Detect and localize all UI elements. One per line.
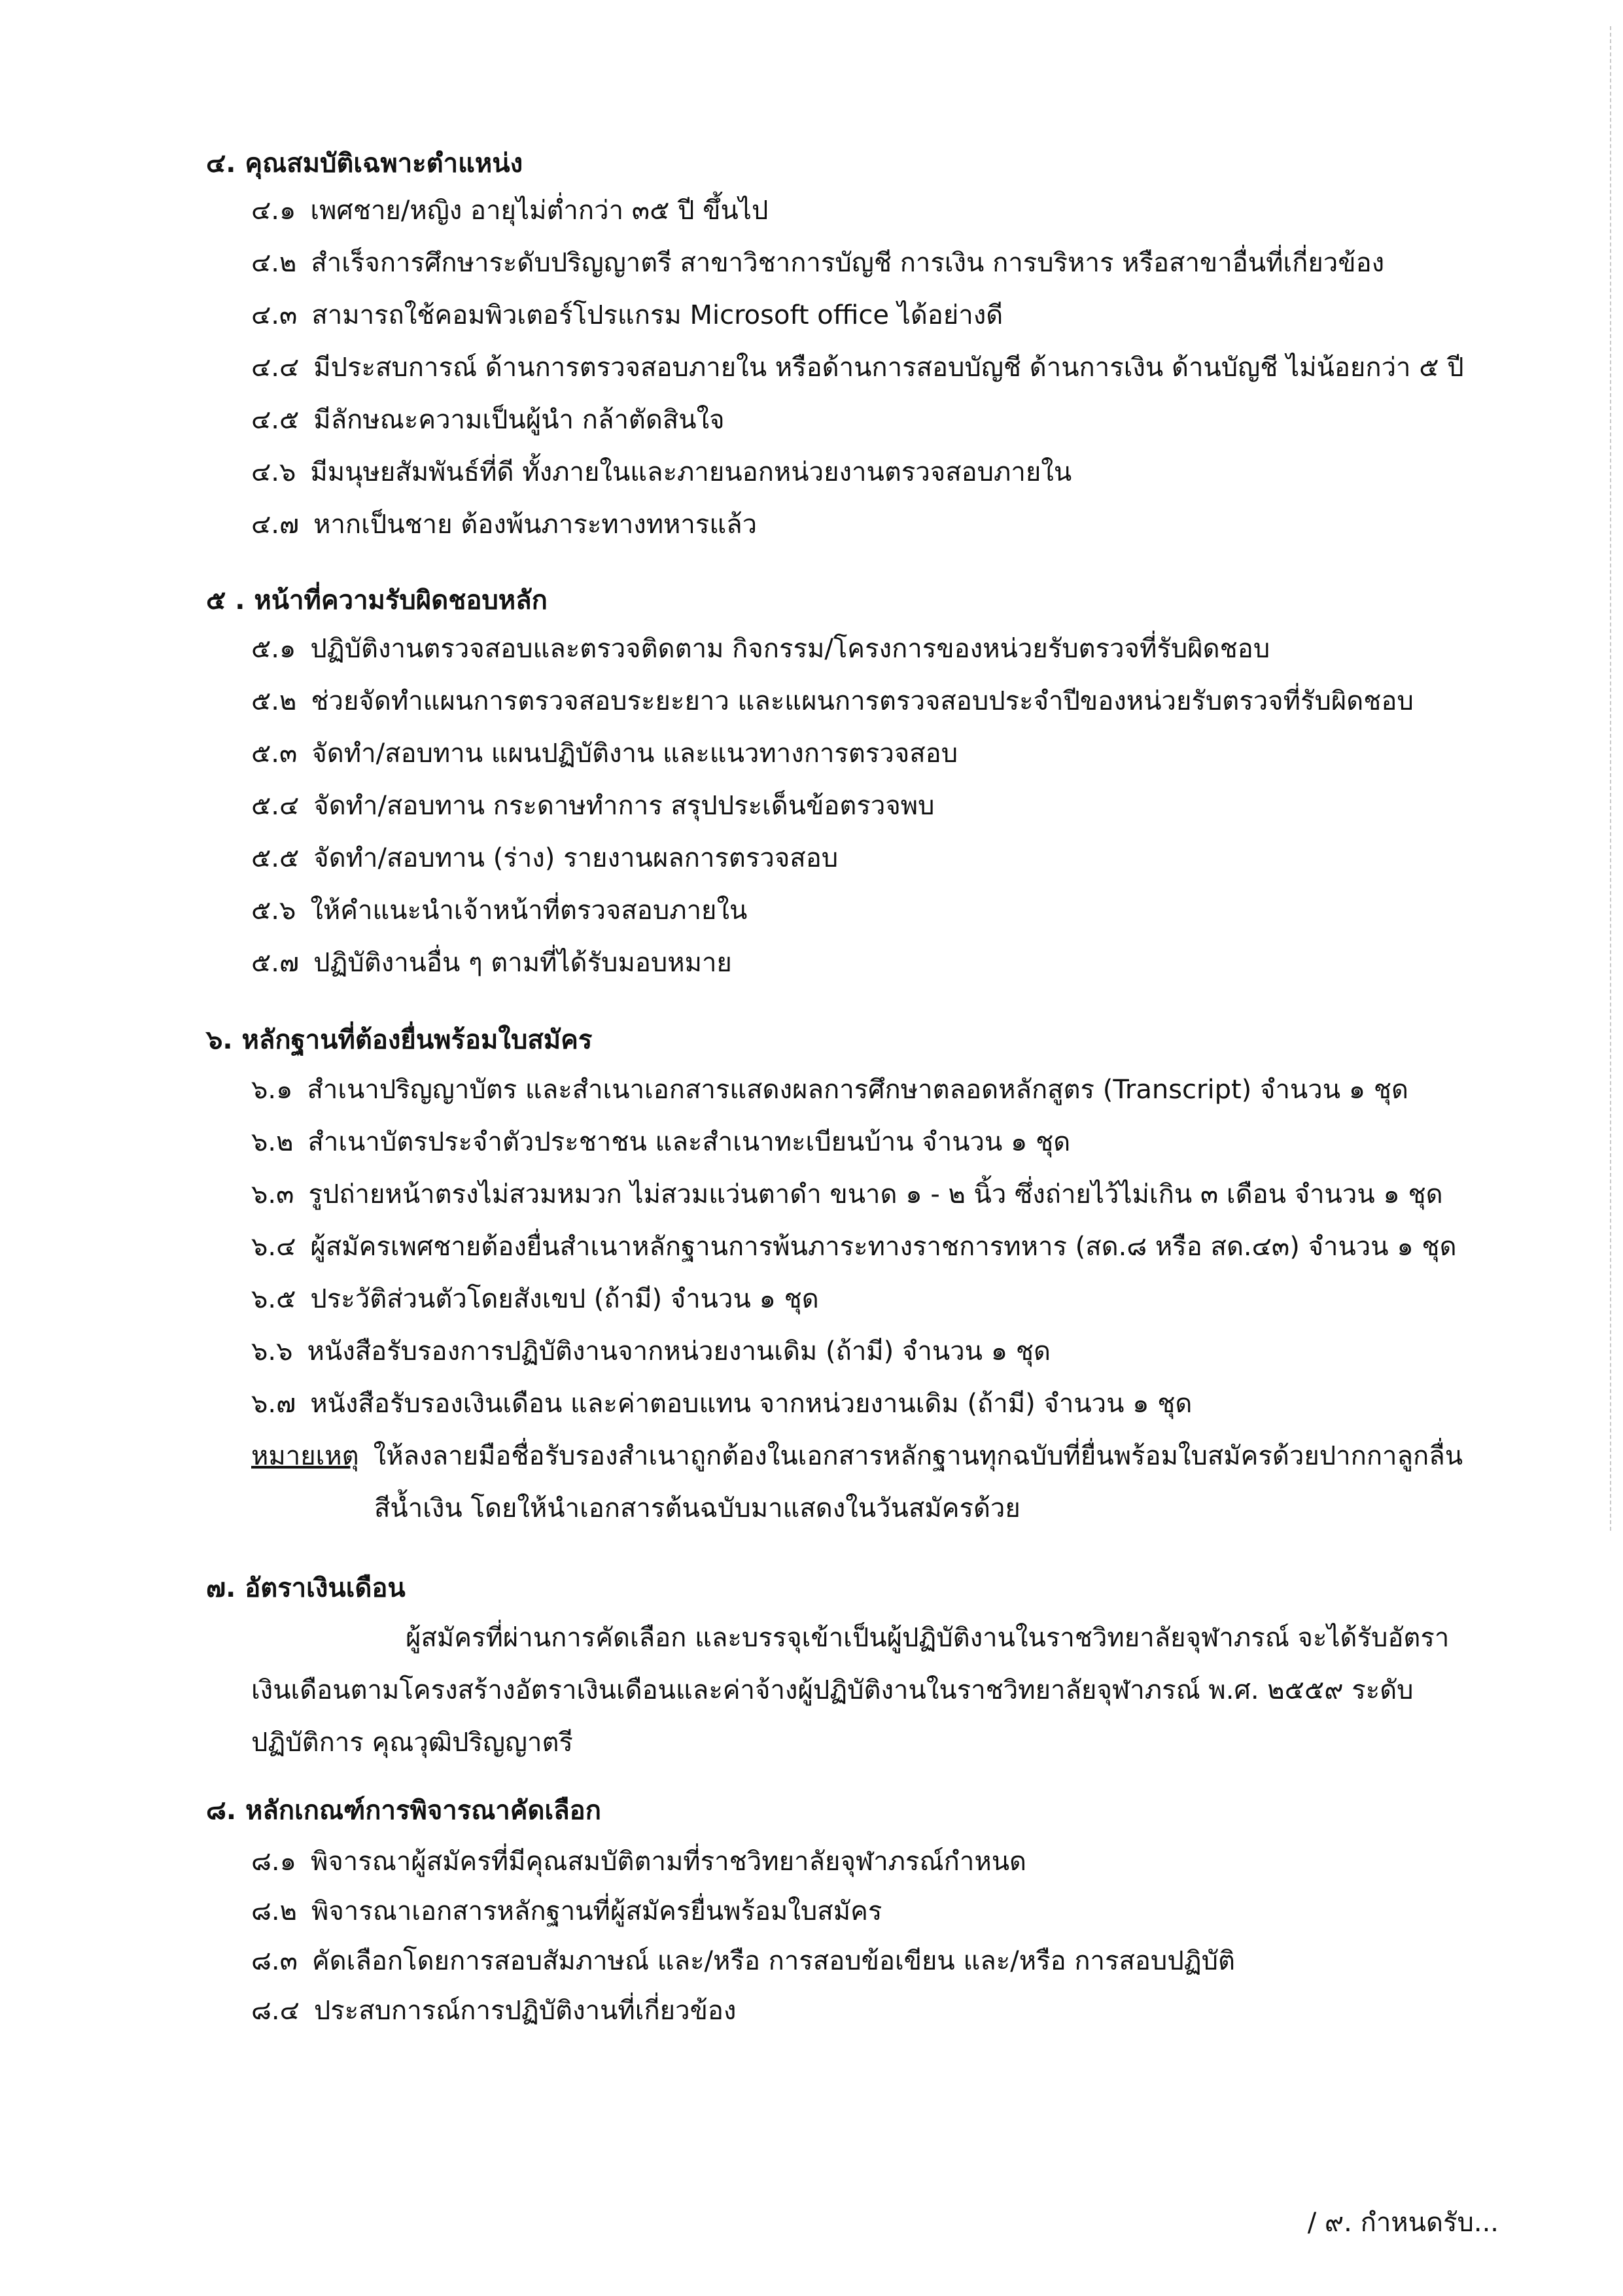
item-number: ๖.๖ bbox=[251, 1336, 293, 1366]
item-number: ๕.๒ bbox=[251, 686, 297, 716]
item-text: จัดทำ/สอบทาน (ร่าง) รายงานผลการตรวจสอบ bbox=[313, 843, 839, 873]
item-number: ๖.๕ bbox=[251, 1284, 296, 1314]
list-item bbox=[251, 1892, 882, 1931]
list-item bbox=[251, 943, 732, 983]
section-4-heading: ๔. คุณสมบัติเฉพาะตำแหน่ง bbox=[206, 148, 523, 179]
list-item bbox=[251, 505, 757, 544]
item-number: ๕.๑ bbox=[251, 634, 296, 664]
item-text: มีลักษณะความเป็นผู้นำ กล้าตัดสินใจ bbox=[313, 405, 725, 435]
item-text: หนังสือรับรองเงินเดือน และค่าตอบแทน จากหน่วยงานเดิม (ถ้ามี) จำนวน ๑ ชุด bbox=[310, 1389, 1193, 1419]
item-text: ปฏิบัติงานตรวจสอบและตรวจติดตาม กิจกรรม/โครงการของหน่วยรับตรวจที่รับผิดชอบ bbox=[310, 634, 1270, 664]
note-text-line-2: สีน้ำเงิน โดยให้นำเอกสารต้นฉบับมาแสดงในวันสมัครด้วย bbox=[374, 1493, 1021, 1523]
item-number: ๔.๕ bbox=[251, 405, 300, 435]
list-item bbox=[251, 1227, 1457, 1266]
item-number: ๖.๗ bbox=[251, 1389, 296, 1419]
list-item bbox=[251, 1070, 1408, 1109]
item-number: ๘.๓ bbox=[251, 1946, 298, 1976]
item-text: สำเร็จการศึกษาระดับปริญญาตรี สาขาวิชาการบัญชี การเงิน การบริหาร หรือสาขาอื่นที่เกี่ยวข้อง bbox=[311, 248, 1385, 278]
item-number: ๕.๗ bbox=[251, 948, 300, 978]
item-number: ๖.๑ bbox=[251, 1075, 293, 1105]
item-text: ประวัติส่วนตัวโดยสังเขป (ถ้ามี) จำนวน ๑ ชุด bbox=[310, 1284, 819, 1314]
item-number: ๘.๑ bbox=[251, 1847, 296, 1877]
item-text: พิจารณาผู้สมัครที่มีคุณสมบัติตามที่ราชวิทยาลัยจุฬาภรณ์กำหนด bbox=[310, 1847, 1027, 1877]
item-text: มีประสบการณ์ ด้านการตรวจสอบภายใน หรือด้านการสอบบัญชี ด้านการเงิน ด้านบัญชี ไม่น้อยกว่า ๕ ปี bbox=[313, 353, 1464, 383]
list-item bbox=[251, 891, 747, 930]
item-text: สามารถใช้คอมพิวเตอร์โปรแกรม Microsoft office ได้อย่างดี bbox=[311, 300, 1003, 330]
note-text-line-1: ให้ลงลายมือชื่อรับรองสำเนาถูกต้องในเอกสารหลักฐานทุกฉบับที่ยื่นพร้อมใบสมัครด้วยปากกาลูกลื่น bbox=[373, 1441, 1463, 1471]
scan-edge-line bbox=[1610, 26, 1611, 1531]
item-number: ๔.๑ bbox=[251, 196, 296, 226]
list-item bbox=[251, 629, 1270, 669]
salary-paragraph-line-2: เงินเดือนตามโครงสร้างอัตราเงินเดือนและค่าจ้างผู้ปฏิบัติงานในราชวิทยาลัยจุฬาภรณ์ พ.ศ. ๒๕๕๙ ระดับ bbox=[251, 1675, 1414, 1705]
item-number: ๕.๕ bbox=[251, 843, 300, 873]
list-item bbox=[251, 786, 935, 826]
salary-paragraph-line-1: ผู้สมัครที่ผ่านการคัดเลือก และบรรจุเข้าเป็นผู้ปฏิบัติงานในราชวิทยาลัยจุฬาภรณ์ จะได้รับอัตรา bbox=[406, 1623, 1450, 1653]
note-label: หมายเหตุ bbox=[251, 1441, 359, 1471]
item-number: ๘.๒ bbox=[251, 1896, 297, 1926]
section-5-heading: ๕ . หน้าที่ความรับผิดชอบหลัก bbox=[206, 585, 548, 616]
list-item bbox=[251, 400, 725, 440]
item-text: มีมนุษยสัมพันธ์ที่ดี ทั้งภายในและภายนอกหน่วยงานตรวจสอบภายใน bbox=[310, 457, 1072, 487]
item-text: ผู้สมัครเพศชายต้องยื่นสำเนาหลักฐานการพ้นภาระทางราชการทหาร (สด.๘ หรือ สด.๔๓) จำนวน ๑ ชุด bbox=[310, 1232, 1457, 1262]
item-number: ๖.๓ bbox=[251, 1179, 294, 1209]
list-item bbox=[251, 453, 1072, 492]
item-text: ปฏิบัติงานอื่น ๆ ตามที่ได้รับมอบหมาย bbox=[313, 948, 732, 978]
item-number: ๔.๖ bbox=[251, 457, 296, 487]
item-text: รูปถ่ายหน้าตรงไม่สวมหมวก ไม่สวมแว่นตาดำ ขนาด ๑ - ๒ นิ้ว ซึ่งถ่ายไว้ไม่เกิน ๓ เดือน จำนวน ๑ ชุด bbox=[308, 1179, 1443, 1209]
item-number: ๔.๒ bbox=[251, 248, 297, 278]
section-6-heading: ๖. หลักฐานที่ต้องยื่นพร้อมใบสมัคร bbox=[206, 1025, 593, 1055]
list-item bbox=[251, 296, 1003, 335]
list-item bbox=[251, 1384, 1192, 1423]
list-item bbox=[251, 839, 838, 878]
list-item bbox=[251, 1941, 1235, 1981]
item-number: ๔.๓ bbox=[251, 300, 298, 330]
list-item bbox=[251, 1279, 819, 1319]
list-item bbox=[251, 1122, 1070, 1162]
item-text: ให้คำแนะนำเจ้าหน้าที่ตรวจสอบภายใน bbox=[310, 896, 748, 926]
item-text: สำเนาปริญญาบัตร และสำเนาเอกสารแสดงผลการศึกษาตลอดหลักสูตร (Transcript) จำนวน ๑ ชุด bbox=[307, 1075, 1408, 1105]
list-item bbox=[251, 1842, 1026, 1881]
item-number: ๕.๓ bbox=[251, 739, 298, 769]
list-item bbox=[251, 1332, 1051, 1371]
item-number: ๖.๔ bbox=[251, 1232, 296, 1262]
item-text: ช่วยจัดทำแผนการตรวจสอบระยะยาว และแผนการตรวจสอบประจำปีของหน่วยรับตรวจที่รับผิดชอบ bbox=[311, 686, 1414, 716]
item-number: ๕.๖ bbox=[251, 896, 296, 926]
salary-paragraph-line-3: ปฏิบัติการ คุณวุฒิปริญญาตรี bbox=[251, 1728, 573, 1758]
item-number: ๖.๒ bbox=[251, 1127, 294, 1157]
list-item bbox=[251, 1175, 1443, 1214]
item-text: หนังสือรับรองการปฏิบัติงานจากหน่วยงานเดิม (ถ้ามี) จำนวน ๑ ชุด bbox=[307, 1336, 1051, 1366]
item-text: จัดทำ/สอบทาน แผนปฏิบัติงาน และแนวทางการตรวจสอบ bbox=[311, 739, 958, 769]
item-number: ๘.๔ bbox=[251, 1996, 300, 2026]
section-7-heading: ๗. อัตราเงินเดือน bbox=[206, 1573, 406, 1603]
item-text: พิจารณาเอกสารหลักฐานที่ผู้สมัครยื่นพร้อมใบสมัคร bbox=[311, 1896, 882, 1926]
list-item bbox=[251, 1991, 736, 2030]
list-item bbox=[251, 191, 768, 230]
list-item bbox=[251, 734, 958, 773]
list-item bbox=[251, 243, 1384, 283]
item-text: หากเป็นชาย ต้องพ้นภาระทางทหารแล้ว bbox=[313, 510, 758, 540]
item-number: ๔.๔ bbox=[251, 353, 300, 383]
list-item bbox=[251, 348, 1464, 387]
note bbox=[251, 1436, 1463, 1476]
item-text: ประสบการณ์การปฏิบัติงานที่เกี่ยวข้อง bbox=[313, 1996, 737, 2026]
item-number: ๕.๔ bbox=[251, 791, 300, 821]
list-item bbox=[251, 682, 1414, 721]
section-8-heading: ๘. หลักเกณฑ์การพิจารณาคัดเลือก bbox=[206, 1796, 601, 1826]
item-number: ๔.๗ bbox=[251, 510, 300, 540]
item-text: คัดเลือกโดยการสอบสัมภาษณ์ และ/หรือ การสอบข้อเขียน และ/หรือ การสอบปฏิบัติ bbox=[311, 1946, 1235, 1976]
item-text: สำเนาบัตรประจำตัวประชาชน และสำเนาทะเบียนบ้าน จำนวน ๑ ชุด bbox=[307, 1127, 1071, 1157]
item-text: จัดทำ/สอบทาน กระดาษทำการ สรุปประเด็นข้อตรวจพบ bbox=[313, 791, 935, 821]
item-text: เพศชาย/หญิง อายุไม่ต่ำกว่า ๓๕ ปี ขึ้นไป bbox=[310, 196, 769, 226]
continuation-footer: / ๙. กำหนดรับ... bbox=[1307, 2208, 1499, 2238]
